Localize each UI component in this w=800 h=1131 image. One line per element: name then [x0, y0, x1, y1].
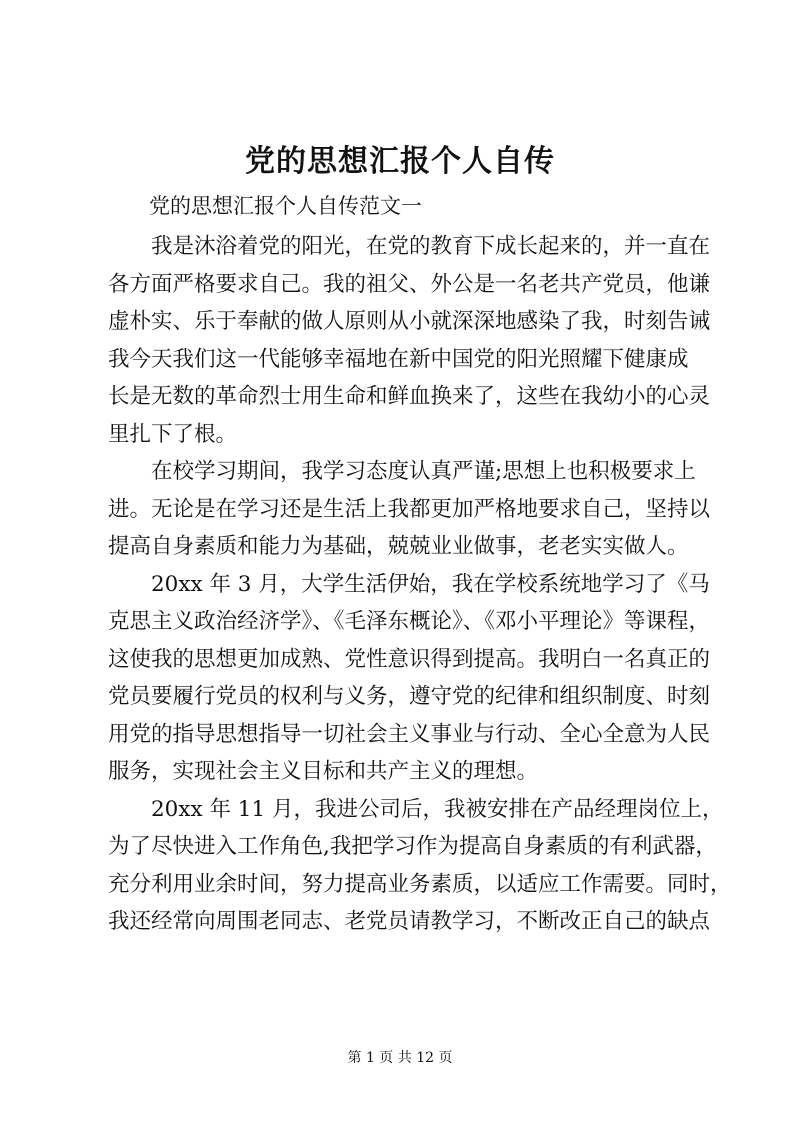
- paragraph-3: [108, 566, 711, 791]
- paragraph-line: 服务，实现社会主义目标和共产主义的理想。: [108, 759, 539, 784]
- paragraph-line: 20xx 年 3 月，大学生活伊始，我在学校系统地学习了《马: [151, 571, 710, 597]
- paragraph-line: 提高自身素质和能力为基础，兢兢业业做事，老老实实做人。: [108, 534, 689, 559]
- document-title: 党的思想汇报个人自传: [245, 144, 555, 179]
- paragraph-line: 这使我的思想更加成熟、党性意识得到提高。我明白一名真正的: [108, 646, 711, 672]
- paragraph-line: 长是无数的革命烈士用生命和鲜血换来了，这些在我幼小的心灵: [108, 384, 711, 409]
- paragraph-1: [108, 228, 711, 453]
- paragraph-4: [108, 791, 732, 941]
- paragraph-line: 党员要履行党员的权利与义务，遵守党的纪律和组织制度、时刻: [108, 684, 711, 709]
- paragraph-line: 我今天我们这一代能够幸福地在新中国党的阳光照耀下健康成: [108, 346, 689, 372]
- paragraph-line: 在校学习期间，我学习态度认真严谨;思想上也积极要求上: [151, 459, 696, 484]
- paragraph-line: 克思主义政治经济学》、《毛泽东概论》、《邓小平理论》等课程，: [108, 609, 711, 634]
- paragraph-line: 20xx 年 11 月，我进公司后，我被安排在产品经理岗位上，: [151, 796, 724, 822]
- paragraph-line: 虚朴实、乐于奉献的做人原则从小就深深地感染了我，时刻告诫: [108, 309, 711, 334]
- paragraph-line: 我还经常向周围老同志、老党员请教学习，不断改正自己的缺点: [108, 909, 711, 934]
- paragraph-2: [108, 453, 711, 566]
- document-body: [108, 228, 732, 941]
- paragraph-line: 各方面严格要求自己。我的祖父、外公是一名老共产党员，他谦: [108, 271, 711, 297]
- paragraph-line: 我是沐浴着党的阳光，在党的教育下成长起来的，并一直在: [151, 234, 711, 259]
- paragraph-line: 用党的指导思想指导一切社会主义事业与行动、全心全意为人民: [108, 721, 711, 747]
- paragraph-line: 充分利用业余时间，努力提高业务素质，以适应工作需要。同时，: [108, 871, 732, 897]
- paragraph-line: 进。无论是在学习还是生活上我都更加严格地要求自己，坚持以: [108, 496, 711, 522]
- paragraph-line: 为了尽快进入工作角色,我把学习作为提高自身素质的有利武器，: [108, 834, 717, 859]
- document-subtitle: 党的思想汇报个人自传范文一: [149, 194, 422, 218]
- paragraph-line: 里扎下了根。: [108, 421, 238, 447]
- page-footer: 第 1 页 共 12 页: [347, 1050, 453, 1066]
